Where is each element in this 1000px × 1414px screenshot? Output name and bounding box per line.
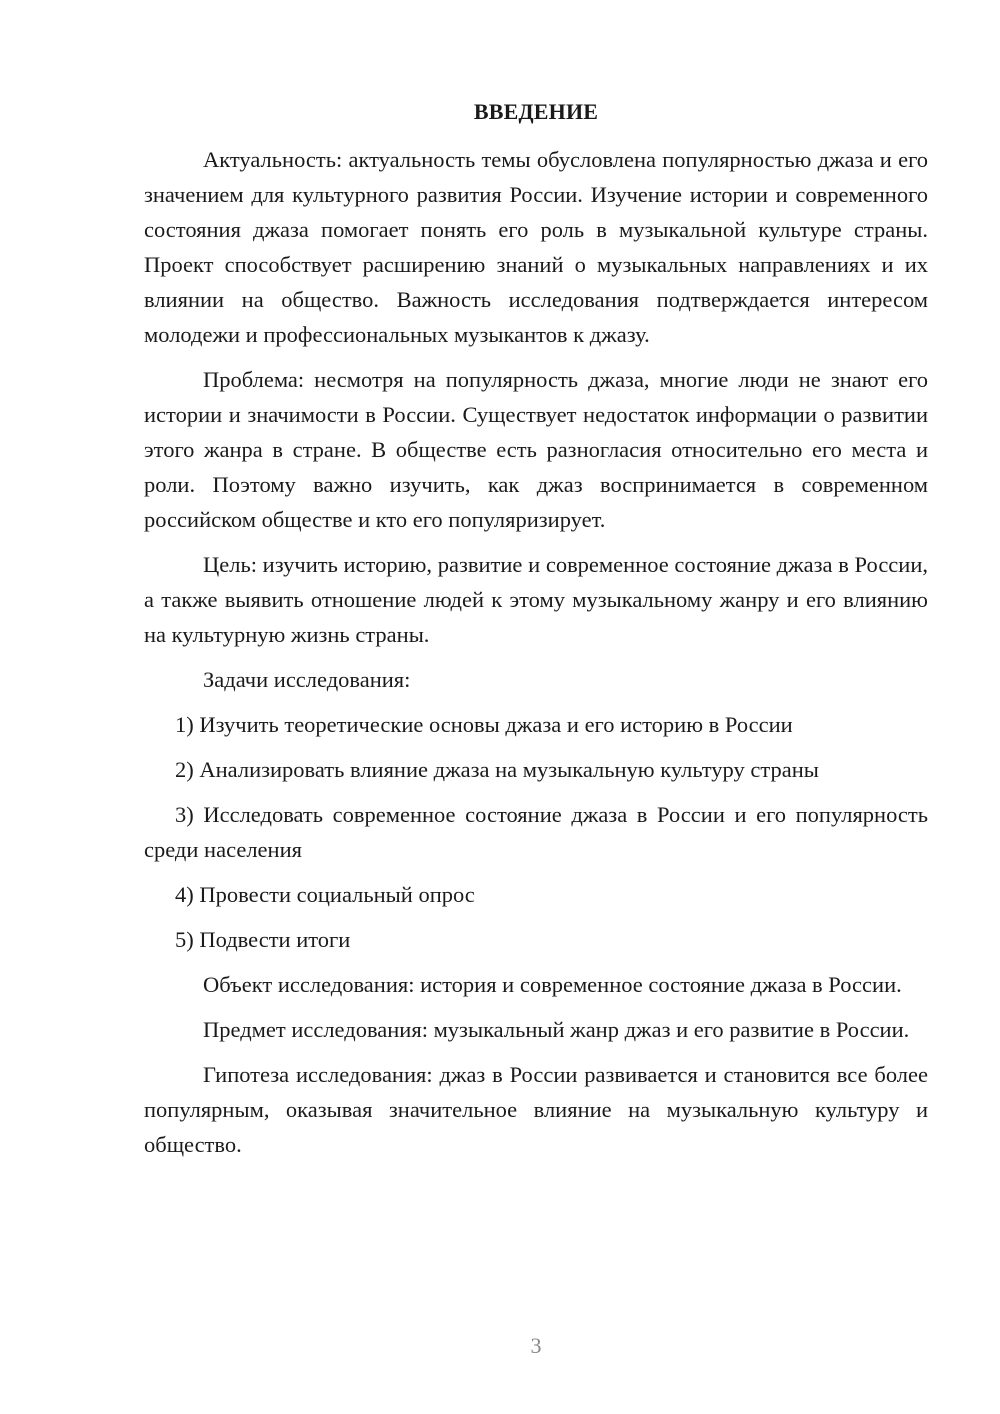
- hypothesis-paragraph: Гипотеза исследования: джаз в России развивается и становится все более популярным, оказывая значительное влияние на музыкальную культуру и общество.: [144, 1062, 928, 1157]
- tasks-heading: Задачи исследования:: [203, 667, 411, 692]
- problem-paragraph: Проблема: несмотря на популярность джаза, многие люди не знают его истории и значимости в России. Существует недостаток информации о развитии этого жанра в стране. В обществе есть разногласия относительно его места и роли. Поэтому важно изучить, как джаз воспринимается в современном российском обществе и кто его популяризирует.: [144, 367, 928, 532]
- task-item: 2) Анализировать влияние джаза на музыкальную культуру страны: [175, 757, 819, 782]
- page-content: [144, 94, 928, 1172]
- task-item: 5) Подвести итоги: [175, 927, 351, 952]
- object-paragraph: Объект исследования: история и современное состояние джаза в России.: [203, 972, 902, 997]
- subject-paragraph: Предмет исследования: музыкальный жанр джаз и его развитие в России.: [203, 1017, 910, 1042]
- task-item: 3) Исследовать современное состояние джаза в России и его популярность среди населения: [144, 802, 928, 862]
- relevance-paragraph: Актуальность: актуальность темы обусловлена популярностью джаза и его значением для культурного развития России. Изучение истории и современного состояния джаза помогает понять его роль в музыкальной культуре страны. Проект способствует расширению знаний о музыкальных направлениях и их влиянии на общество. Важность исследования подтверждается интересом молодежи и профессиональных музыкантов к джазу.: [144, 147, 928, 347]
- task-item: 4) Провести социальный опрос: [175, 882, 475, 907]
- goal-paragraph: Цель: изучить историю, развитие и современное состояние джаза в России, а также выявить отношение людей к этому музыкальному жанру и его влиянию на культурную жизнь страны.: [144, 552, 928, 647]
- task-item: 1) Изучить теоретические основы джаза и его историю в России: [175, 712, 793, 737]
- section-title: ВВЕДЕНИЕ: [473, 99, 599, 124]
- page-number: 3: [530, 1333, 542, 1358]
